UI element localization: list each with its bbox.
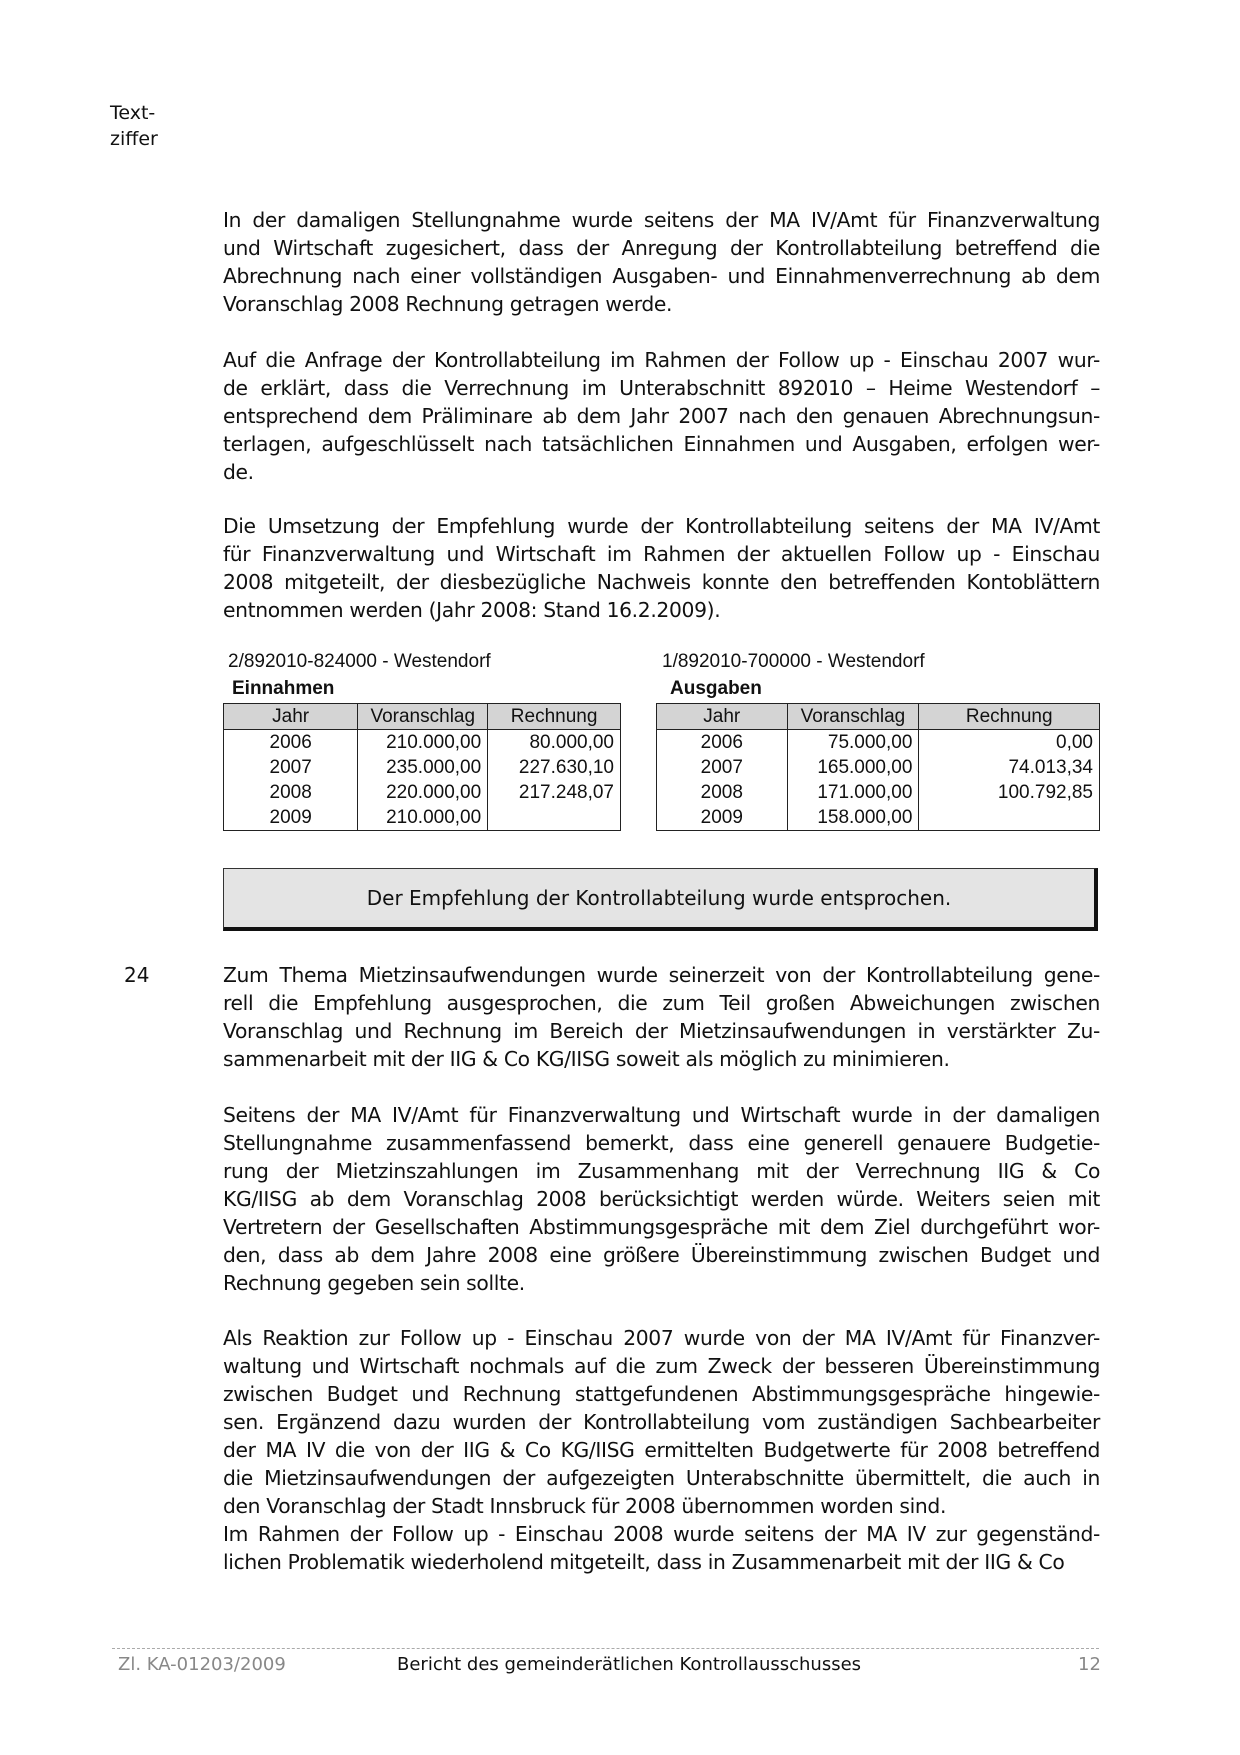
column-header: Voranschlag	[358, 704, 488, 730]
paragraph-line: entnommen werden (Jahr 2008: Stand 16.2.2009).	[223, 598, 721, 622]
paragraph-line: den Voranschlag der Stadt Innsbruck für 2008 übernommen worden sind.	[223, 1494, 947, 1518]
column-header: Jahr	[224, 704, 358, 730]
paragraph-line: Rechnung gegeben sein sollte.	[223, 1271, 525, 1295]
paragraph-line: sen. Ergänzend dazu wurden der Kontrollabteilung vom zuständigen Sachbearbeiter	[223, 1410, 1100, 1434]
table-cell: 75.000,00	[787, 730, 919, 756]
paragraph	[223, 346, 1100, 486]
conclusion-text: Der Empfehlung der Kontrollabteilung wurde entsprochen.	[366, 886, 952, 910]
table-cell: 100.792,85	[919, 780, 1100, 805]
section-number: 24	[124, 963, 150, 987]
paragraph	[223, 206, 1100, 318]
ausgaben-table	[656, 703, 1100, 831]
einnahmen-table	[223, 703, 621, 831]
paragraph-line: den, dass ab dem Jahre 2008 eine größere Übereinstimmung zwischen Budget und	[223, 1243, 1100, 1267]
table-cell: 80.000,00	[488, 730, 621, 756]
margin-label	[110, 100, 158, 152]
margin-label-line: ziffer	[110, 128, 158, 150]
table-cell: 74.013,34	[919, 755, 1100, 780]
table-cell: 235.000,00	[358, 755, 488, 780]
footer-divider	[112, 1648, 1099, 1649]
paragraph-line: Stellungnahme zusammenfassend bemerkt, dass eine generell genauere Budgetie-	[223, 1131, 1100, 1155]
paragraph-line: Voranschlag 2008 Rechnung getragen werde.	[223, 292, 673, 316]
table-row	[224, 780, 621, 805]
paragraph-line: rung der Mietzinszahlungen im Zusammenhang mit der Verrechnung IIG & Co	[223, 1159, 1100, 1183]
table-cell: 158.000,00	[787, 805, 919, 831]
paragraph-line: Abrechnung nach einer vollständigen Ausgaben- und Einnahmenverrechnung ab dem	[223, 264, 1100, 288]
table-cell: 2008	[224, 780, 358, 805]
paragraph-line: In der damaligen Stellungnahme wurde seitens der MA IV/Amt für Finanzverwaltung	[223, 208, 1100, 232]
paragraph	[223, 1324, 1100, 1520]
column-header: Jahr	[657, 704, 788, 730]
paragraph-line: KG/IISG ab dem Voranschlag 2008 berücksichtigt werden würde. Weiters seien mit	[223, 1187, 1100, 1211]
paragraph-line: de erklärt, dass die Verrechnung im Unterabschnitt 892010 – Heime Westendorf –	[223, 376, 1100, 400]
paragraph-line: entsprechend dem Präliminare ab dem Jahr 2007 nach den genauen Abrechnungsun-	[223, 404, 1100, 428]
table-row	[657, 780, 1100, 805]
paragraph-line: sammenarbeit mit der IIG & Co KG/IISG soweit als möglich zu minimieren.	[223, 1047, 950, 1071]
table-cell: 171.000,00	[787, 780, 919, 805]
table-cell	[919, 805, 1100, 831]
margin-label-line: Text-	[110, 102, 156, 124]
table-cell: 220.000,00	[358, 780, 488, 805]
paragraph-line: Als Reaktion zur Follow up - Einschau 2007 wurde von der MA IV/Amt für Finanzver-	[223, 1326, 1100, 1350]
table-row	[224, 730, 621, 756]
table-row	[657, 755, 1100, 780]
table-cell: 210.000,00	[358, 805, 488, 831]
table-cell: 0,00	[919, 730, 1100, 756]
table-cell: 2009	[657, 805, 788, 831]
table-cell: 2006	[657, 730, 788, 756]
paragraph	[223, 1101, 1100, 1297]
column-header: Rechnung	[919, 704, 1100, 730]
paragraph-line: Seitens der MA IV/Amt für Finanzverwaltung und Wirtschaft wurde in der damaligen	[223, 1103, 1100, 1127]
paragraph-line: Auf die Anfrage der Kontrollabteilung im Rahmen der Follow up - Einschau 2007 wur-	[223, 348, 1100, 372]
paragraph	[223, 1520, 1100, 1576]
page-number: 12	[1078, 1654, 1101, 1675]
table-cell: 165.000,00	[787, 755, 919, 780]
table-cell: 2007	[224, 755, 358, 780]
paragraph-line: Im Rahmen der Follow up - Einschau 2008 wurde seitens der MA IV zur gegenständ-	[223, 1522, 1100, 1546]
paragraph-line: Vertretern der Gesellschaften Abstimmungsgespräche mit dem Ziel durchgeführt wor-	[223, 1215, 1100, 1239]
table-subtitle-einnahmen: Einnahmen	[232, 678, 335, 699]
conclusion-box	[223, 868, 1098, 931]
footer-reference: Zl. KA-01203/2009	[118, 1654, 286, 1675]
table-cell: 2009	[224, 805, 358, 831]
paragraph-line: Die Umsetzung der Empfehlung wurde der Kontrollabteilung seitens der MA IV/Amt	[223, 514, 1100, 538]
column-header: Voranschlag	[787, 704, 919, 730]
paragraph-line: zwischen Budget und Rechnung stattgefundenen Abstimmungsgespräche hingewie-	[223, 1382, 1100, 1406]
column-header: Rechnung	[488, 704, 621, 730]
paragraph	[223, 512, 1100, 624]
paragraph-line: terlagen, aufgeschlüsselt nach tatsächlichen Einnahmen und Ausgaben, erfolgen wer-	[223, 432, 1100, 456]
paragraph-line: die Mietzinsaufwendungen der aufgezeigten Unterabschnitte übermittelt, die auch in	[223, 1466, 1100, 1490]
paragraph-line: de.	[223, 460, 254, 484]
table-cell: 217.248,07	[488, 780, 621, 805]
paragraph-line: waltung und Wirtschaft nochmals auf die zum Zweck der besseren Übereinstimmung	[223, 1354, 1100, 1378]
table-cell: 227.630,10	[488, 755, 621, 780]
table-row	[657, 730, 1100, 756]
table-subtitle-ausgaben: Ausgaben	[670, 678, 762, 699]
paragraph-line: Zum Thema Mietzinsaufwendungen wurde seinerzeit von der Kontrollabteilung gene-	[223, 963, 1100, 987]
paragraph-line: lichen Problematik wiederholend mitgeteilt, dass in Zusammenarbeit mit der IIG & Co	[223, 1550, 1065, 1574]
paragraph-line: Voranschlag und Rechnung im Bereich der Mietzinsaufwendungen in verstärkter Zu-	[223, 1019, 1100, 1043]
table-title-ausgaben: 1/892010-700000 - Westendorf	[662, 651, 925, 672]
paragraph-line: der MA IV die von der IIG & Co KG/IISG ermittelten Budgetwerte für 2008 betreffend	[223, 1438, 1100, 1462]
table-cell: 2007	[657, 755, 788, 780]
table-row	[224, 755, 621, 780]
table-cell: 2006	[224, 730, 358, 756]
table-row	[657, 805, 1100, 831]
table-row	[224, 805, 621, 831]
paragraph	[223, 961, 1100, 1073]
paragraph-line: rell die Empfehlung ausgesprochen, die zum Teil großen Abweichungen zwischen	[223, 991, 1100, 1015]
paragraph-line: und Wirtschaft zugesichert, dass der Anregung der Kontrollabteilung betreffend die	[223, 236, 1100, 260]
table-cell: 210.000,00	[358, 730, 488, 756]
paragraph-line: 2008 mitgeteilt, der diesbezügliche Nachweis konnte den betreffenden Kontoblättern	[223, 570, 1100, 594]
table-cell	[488, 805, 621, 831]
table-cell: 2008	[657, 780, 788, 805]
paragraph-line: für Finanzverwaltung und Wirtschaft im Rahmen der aktuellen Follow up - Einschau	[223, 542, 1100, 566]
footer-title: Bericht des gemeinderätlichen Kontrollausschusses	[397, 1654, 862, 1675]
table-title-einnahmen: 2/892010-824000 - Westendorf	[228, 651, 491, 672]
